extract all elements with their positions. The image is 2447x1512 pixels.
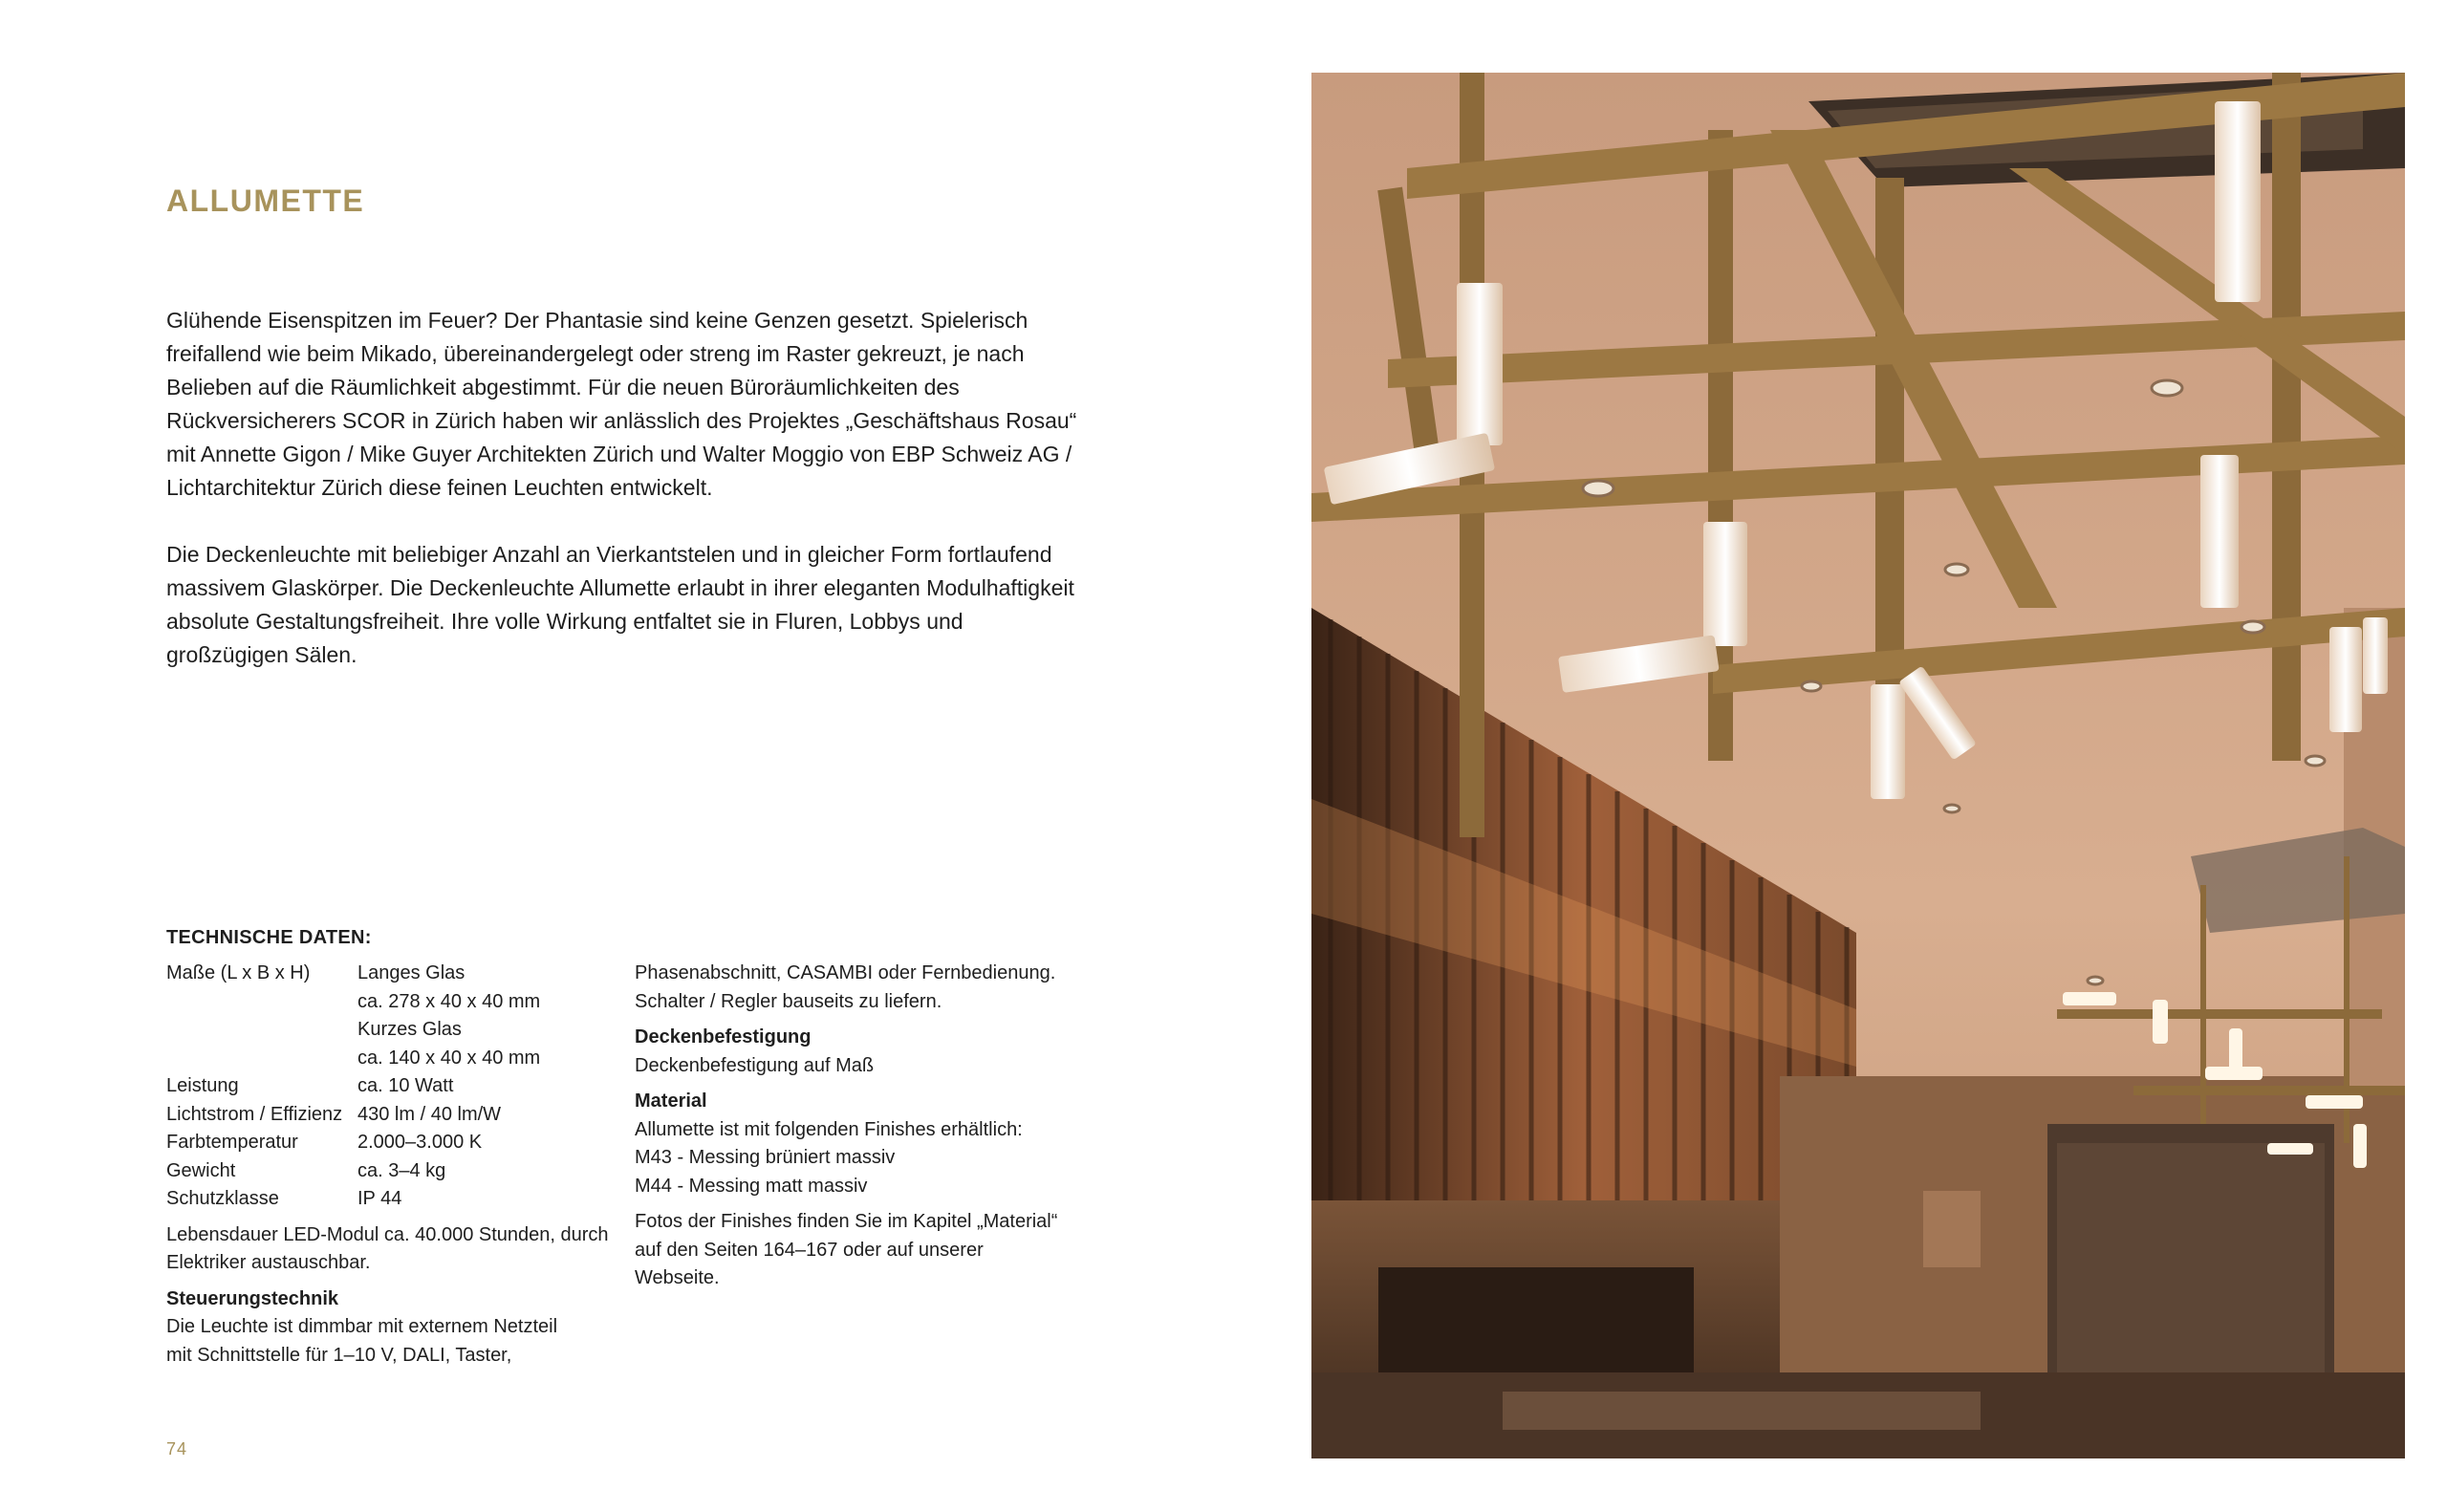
text-line: Lebensdauer LED-Modul ca. 40.000 Stunden, durch: [166, 1223, 609, 1245]
control-section: [166, 1285, 616, 1371]
spec-value: ca. 278 x 40 x 40 mm: [357, 990, 541, 1012]
spec-row-dimensions: [166, 960, 616, 1072]
text-line: mit Schnittstelle für 1–10 V, DALI, Taster,: [166, 1344, 512, 1366]
spec-label: Gewicht: [166, 1159, 236, 1181]
tech-column-right: [635, 960, 1084, 1293]
spec-label: Farbtemperatur: [166, 1132, 298, 1153]
text-line: Phasenabschnitt, CASAMBI oder Fernbedienung.: [635, 962, 1056, 983]
text-line: auf den Seiten 164–167 oder auf unserer: [635, 1239, 984, 1261]
spec-values: [357, 960, 616, 1072]
text-line: Die Leuchte ist dimmbar mit externem Netzteil: [166, 1316, 558, 1337]
spec-label: Lichtstrom / Effizienz: [166, 1103, 343, 1125]
spec-label: Maße (L x B x H): [166, 962, 311, 983]
spec-value: 2.000–3.000 K: [357, 1132, 483, 1153]
intro-paragraph-2: Die Deckenleuchte mit beliebiger Anzahl an Vierkantstelen und in gleicher Form fortlaufend massivem Glaskörper. Die Deckenleuchte Allumette erlaubt in ihrer eleganten Modulhaftigkeit absolute Gestaltungsfreiheit. Ihre volle Wirkung entfaltet sie in Fluren, Lobbys und großzügigen Sälen.: [166, 542, 1074, 667]
material-section: [635, 1088, 1084, 1200]
product-title: ALLUMETTE: [166, 184, 365, 218]
text-line: Deckenbefestigung auf Maß: [635, 1054, 875, 1076]
mounting-heading: Deckenbefestigung: [635, 1026, 812, 1048]
spec-value: ca. 10 Watt: [357, 1075, 454, 1096]
lifespan-text: [166, 1221, 616, 1278]
finishes-note: [635, 1208, 1084, 1293]
spec-label: Schutzklasse: [166, 1188, 279, 1209]
text-line: Allumette ist mit folgenden Finishes erhältlich:: [635, 1118, 1023, 1140]
intro-text: [166, 304, 1084, 705]
spec-value: ca. 3–4 kg: [357, 1159, 446, 1181]
material-heading: Material: [635, 1091, 707, 1112]
spec-row-luminous-flux: [166, 1101, 616, 1130]
page-number: 74: [166, 1439, 188, 1458]
intro-paragraph-1: Glühende Eisenspitzen im Feuer? Der Phantasie sind keine Genzen gesetzt. Spielerisch freifallend wie beim Mikado, übereinandergelegt oder streng im Raster gekreuzt, je nach Belieben auf die Räumlichkeit abgestimmt. Für die neuen Büroräumlichkeiten des Rückversicherers SCOR in Zürich haben wir anlässlich des Projektes „Geschäftshaus Rosau“ mit Annette Gigon / Mike Guyer Architekten Zürich und Walter Moggio von EBP Schweiz AG / Lichtarchitektur Zürich diese feinen Leuchten entwickelt.: [166, 308, 1077, 500]
spec-value: ca. 140 x 40 x 40 mm: [357, 1047, 541, 1069]
text-line: Elektriker austauschbar.: [166, 1252, 371, 1273]
spec-row-color-temperature: [166, 1129, 616, 1157]
tech-column-left: [166, 960, 616, 1370]
text-line: Fotos der Finishes finden Sie im Kapitel „Material“: [635, 1211, 1058, 1232]
spec-value: 430 lm / 40 lm/W: [357, 1103, 502, 1125]
spec-row-power: [166, 1072, 616, 1101]
text-line: Schalter / Regler bauseits zu liefern.: [635, 990, 942, 1012]
control-continued: [635, 960, 1084, 1016]
spec-value: Langes Glas: [357, 962, 466, 983]
spec-row-protection-class: [166, 1185, 616, 1214]
spec-value: Kurzes Glas: [357, 1019, 462, 1040]
text-line: Webseite.: [635, 1267, 720, 1288]
spec-label: Leistung: [166, 1075, 239, 1096]
ceiling-lamp-photo: [1311, 73, 2405, 1458]
spec-value: IP 44: [357, 1188, 402, 1209]
control-heading: Steuerungstechnik: [166, 1287, 339, 1309]
text-line: M43 - Messing brüniert massiv: [635, 1147, 896, 1168]
mounting-section: [635, 1024, 1084, 1080]
text-line: M44 - Messing matt massiv: [635, 1175, 868, 1197]
tech-data-heading: TECHNISCHE DATEN:: [166, 927, 372, 948]
spec-row-weight: [166, 1157, 616, 1186]
